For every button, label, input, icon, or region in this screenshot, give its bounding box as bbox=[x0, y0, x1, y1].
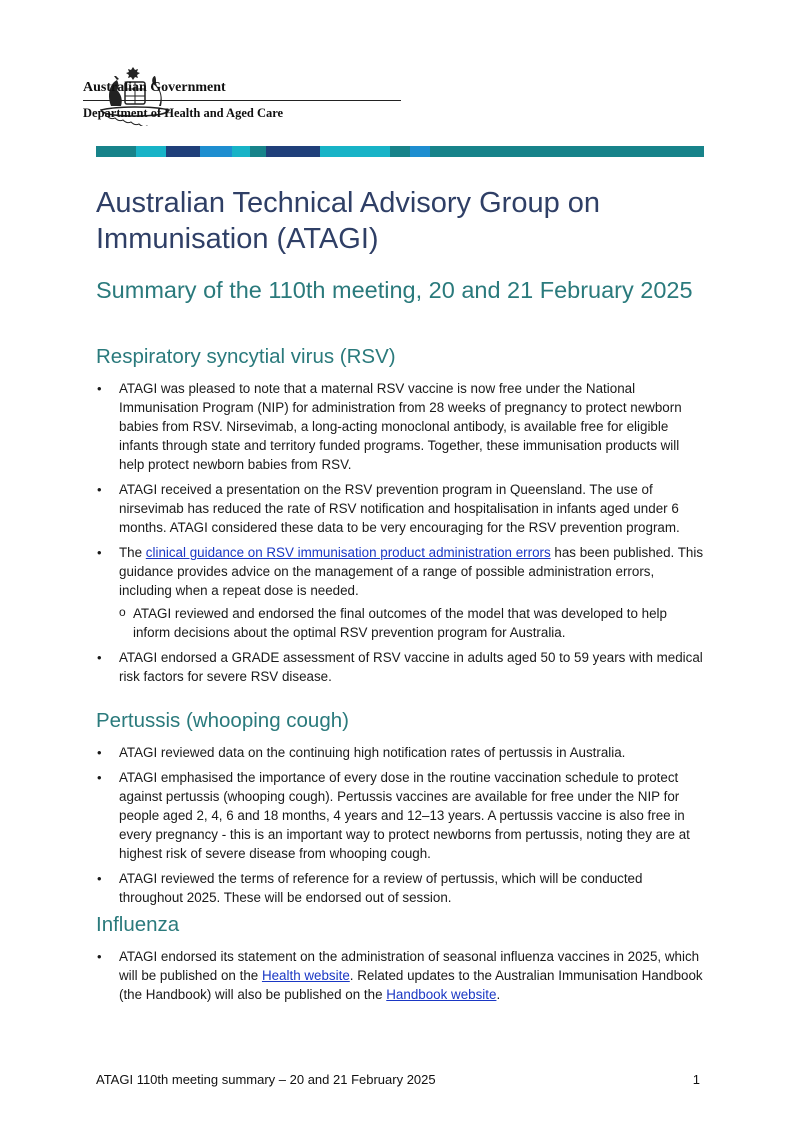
bullet-text: . bbox=[496, 987, 501, 1002]
band-segment bbox=[266, 146, 320, 157]
section-heading-influenza: Influenza bbox=[96, 913, 180, 936]
section-influenza bbox=[96, 912, 706, 1010]
decorative-color-band bbox=[96, 146, 704, 157]
section-rsv bbox=[96, 344, 706, 692]
bullet-text: The bbox=[119, 545, 146, 560]
band-segment bbox=[136, 146, 166, 157]
header-divider bbox=[83, 100, 401, 101]
bullet-text: has been published. This guidance provides advice on the management of a range of possible administration errors, including when a repeat dose is needed. bbox=[119, 545, 704, 598]
list-item: • ATAGI emphasised the importance of every dose in the routine vaccination schedule to protect against pertussis (whooping cough). Pertussis vaccines are available for free under the NIP for people aged 2, 4, 6 and 18 months, 4 years and 12–13 years. A pertussis vaccine is also free in every pregnancy - this is an important way to protect newborns from pertussis, noting they are at highest risk of severe disease from whooping cough. bbox=[96, 768, 706, 863]
section-heading-rsv: Respiratory syncytial virus (RSV) bbox=[96, 345, 396, 368]
pertussis-bullet-list bbox=[96, 743, 706, 907]
page-subtitle: Summary of the 110th meeting, 20 and 21 February 2025 bbox=[96, 277, 693, 303]
list-item: • ATAGI received a presentation on the RSV prevention program in Queensland. The use of nirsevimab has reduced the rate of RSV notification and hospitalisation in infants aged under 6 months. ATAGI considered these data to be very encouraging for the RSV prevention program. bbox=[96, 480, 706, 537]
band-segment bbox=[166, 146, 200, 157]
band-segment bbox=[232, 146, 250, 157]
list-item: • ATAGI reviewed data on the continuing high notification rates of pertussis in Australia. bbox=[96, 743, 706, 762]
footer-text: ATAGI 110th meeting summary – 20 and 21 February 2025 bbox=[96, 1072, 436, 1087]
bullet-text: ATAGI endorsed its statement on the administration of seasonal influenza vaccines in 2025, which will be published on the bbox=[119, 949, 700, 983]
page-footer bbox=[96, 1071, 704, 1089]
list-item bbox=[96, 543, 706, 642]
band-segment bbox=[96, 146, 136, 157]
band-segment bbox=[390, 146, 410, 157]
clinical-guidance-link[interactable]: clinical guidance on RSV immunisation product administration errors bbox=[145, 545, 551, 560]
list-item: • ATAGI was pleased to note that a maternal RSV vaccine is now free under the National Immunisation Program (NIP) for administration from 28 weeks of pregnancy to protect newborn babies from RSV. Nirsevimab, a long-acting monoclonal antibody, is available free for eligible infants through state and territory funded programs. Together, these immunisation products will help protect newborn babies from RSV. bbox=[96, 379, 706, 474]
band-segment bbox=[250, 146, 266, 157]
section-heading-pertussis: Pertussis (whooping cough) bbox=[96, 709, 349, 732]
list-item: • ATAGI reviewed the terms of reference for a review of pertussis, which will be conducted throughout 2025. These will be endorsed out of session. bbox=[96, 869, 706, 907]
band-segment bbox=[200, 146, 232, 157]
bullet-text: . Related updates to the Australian Immunisation Handbook (the Handbook) will also be published on the bbox=[119, 968, 703, 1002]
sub-list-item: o ATAGI reviewed and endorsed the final outcomes of the model that was developed to help inform decisions about the optimal RSV prevention program for Australia. bbox=[119, 604, 706, 642]
page-number: 1 bbox=[692, 1072, 700, 1087]
handbook-website-link[interactable]: Handbook website bbox=[386, 987, 497, 1002]
section-pertussis bbox=[96, 708, 706, 913]
page-title: Australian Technical Advisory Group on Immunisation (ATAGI) bbox=[96, 187, 601, 255]
band-segment bbox=[410, 146, 430, 157]
list-item bbox=[96, 947, 706, 1004]
health-website-link[interactable]: Health website bbox=[261, 968, 350, 983]
rsv-bullet-list bbox=[96, 379, 706, 686]
band-segment bbox=[320, 146, 390, 157]
band-segment bbox=[430, 146, 704, 157]
list-item: • ATAGI endorsed a GRADE assessment of RSV vaccine in adults aged 50 to 59 years with medical risk factors for severe RSV disease. bbox=[96, 648, 706, 686]
sub-list bbox=[119, 604, 706, 642]
government-name: Australian Government bbox=[83, 80, 226, 95]
department-name: Department of Health and Aged Care bbox=[83, 106, 284, 120]
influenza-bullet-list bbox=[96, 947, 706, 1004]
